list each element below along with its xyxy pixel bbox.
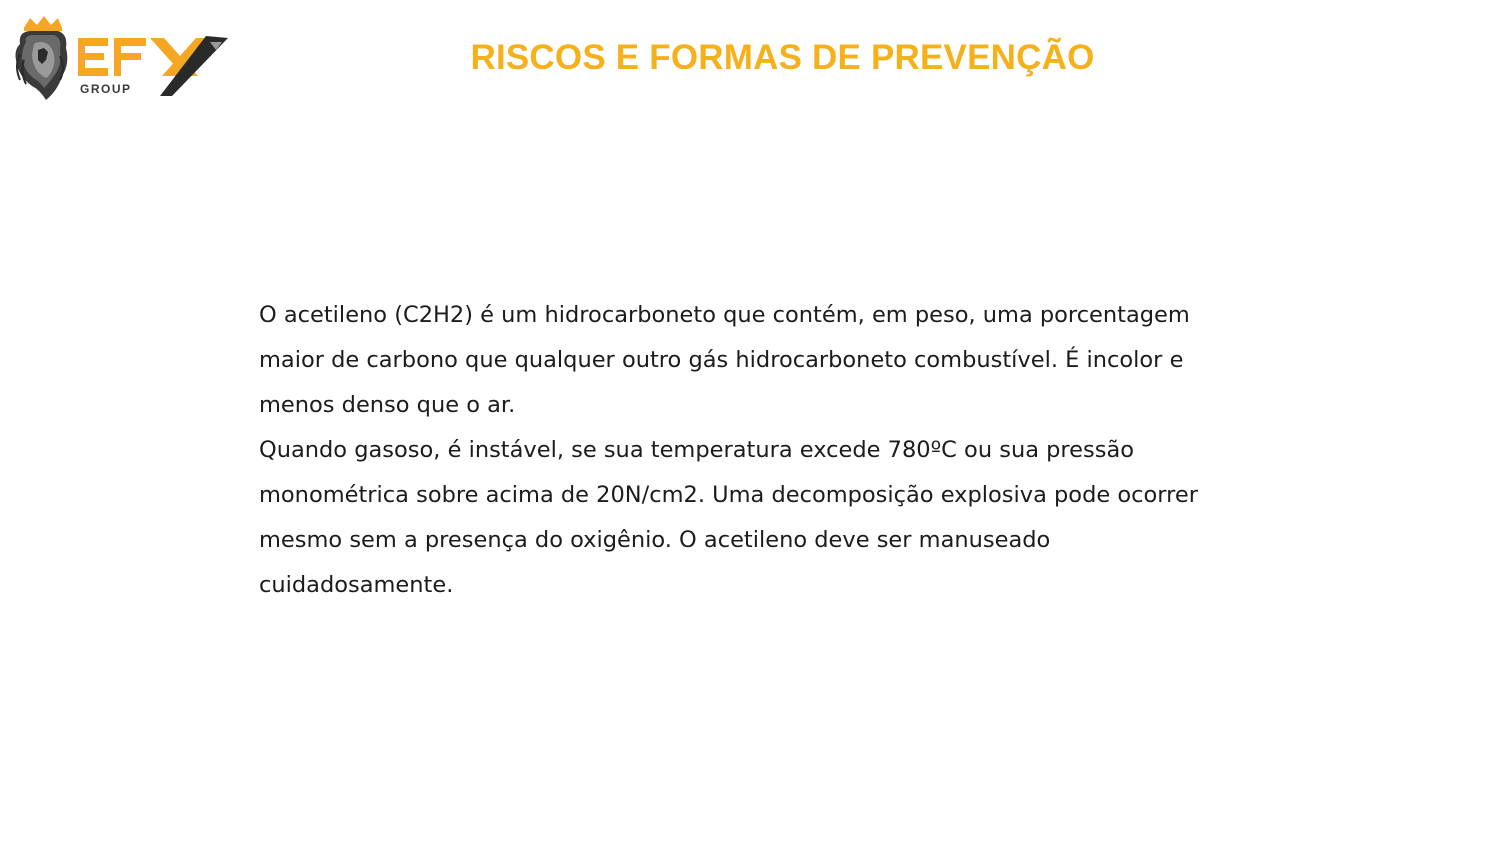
paragraph-1: O acetileno (C2H2) é um hidrocarboneto que contém, em peso, uma porcentagem maior de carbono que qualquer outro gás hidrocarboneto combustível. É incolor e menos denso que o ar. <box>259 302 1190 418</box>
body-text <box>259 293 1249 608</box>
logo-group-text: GROUP <box>80 82 132 96</box>
paragraph-2: Quando gasoso, é instável, se sua temperatura excede 780ºC ou sua pressão monométrica sobre acima de 20N/cm2. Uma decomposição explosiva pode ocorrer mesmo sem a presença do oxigênio. O acetileno deve ser manuseado cuidadosamente. <box>259 437 1198 598</box>
page-title: RISCOS E FORMAS DE PREVENÇÃO <box>470 38 1095 77</box>
